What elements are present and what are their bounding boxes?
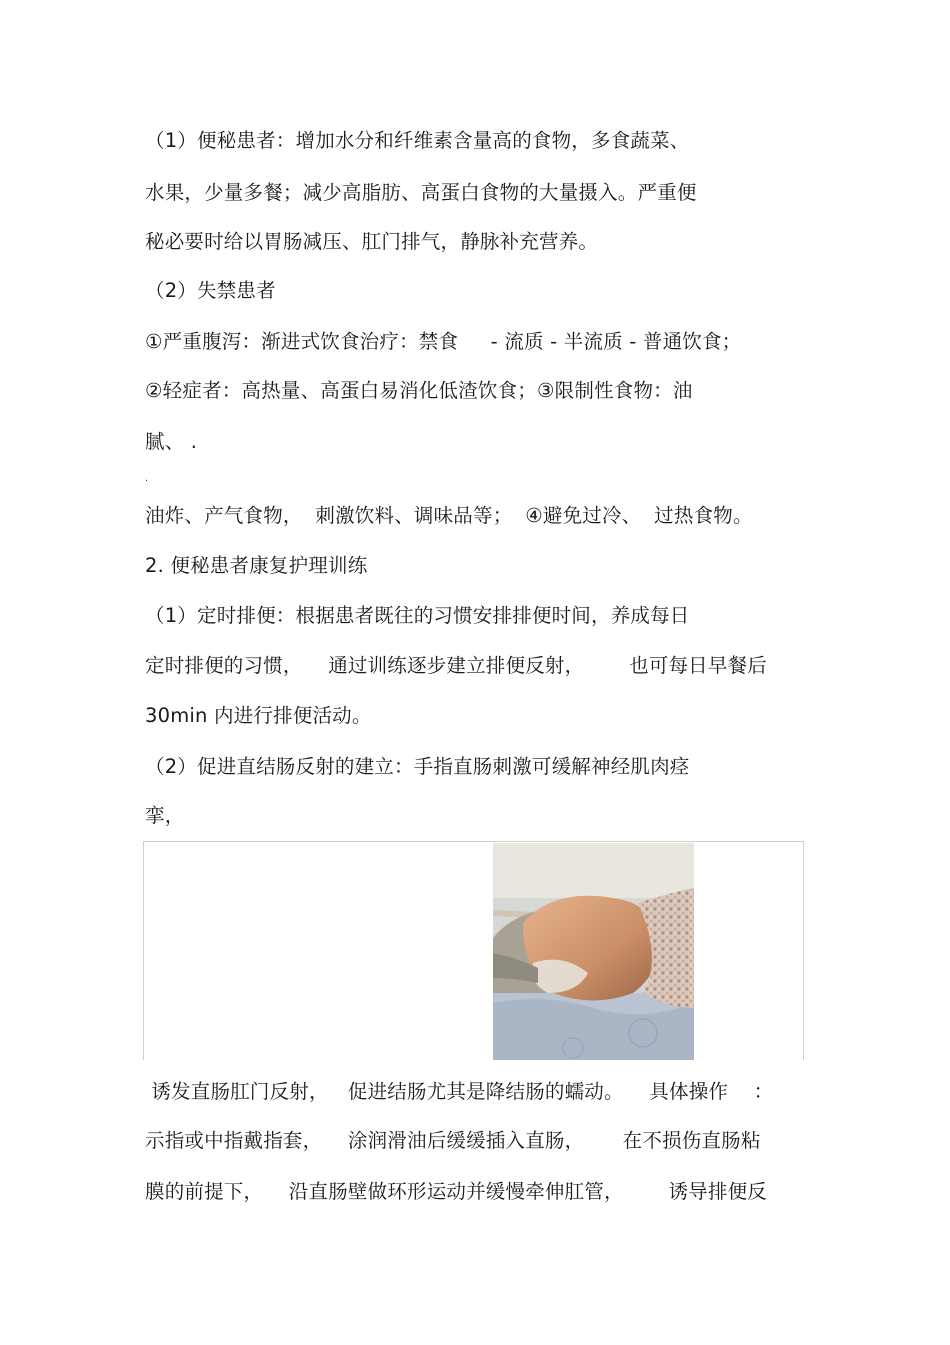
line-9: 2. 便秘患者康复护理训练: [145, 554, 368, 577]
line-7: 腻、 .: [145, 430, 198, 453]
figure-frame: [143, 841, 804, 1060]
line-17: 膜的前提下， 沿直肠壁做环形运动并缓慢牵伸肛管， 诱导排便反: [145, 1180, 767, 1203]
line-8: 油炸、产气食物， 刺激饮料、调味品等； ④避免过冷、 过热食物。: [145, 504, 753, 527]
line-3: 秘必要时给以胃肠减压、肛门排气，静脉补充营养。: [145, 230, 599, 253]
line-15: 诱发直肠肛门反射， 促进结肠尤其是降结肠的蠕动。 具体操作 ：: [145, 1080, 774, 1103]
line-12: 30min 内进行排便活动。: [145, 704, 372, 727]
line-10: （1）定时排便：根据患者既往的习惯安排排便时间，养成每日: [145, 604, 690, 627]
line-5: ①严重腹泻：渐进式饮食治疗：禁食 - 流质 - 半流质 - 普通饮食；: [145, 330, 742, 353]
stray-mark: .: [145, 473, 149, 484]
procedure-photo: [493, 843, 694, 1060]
line-14: 挛，: [145, 804, 185, 827]
line-2: 水果，少量多餐；减少高脂肪、高蛋白食物的大量摄入。严重便: [145, 181, 697, 204]
line-1: （1）便秘患者：增加水分和纤维素含量高的食物，多食蔬菜、: [145, 129, 690, 152]
line-6: ②轻症者：高热量、高蛋白易消化低渣饮食；③限制性食物：油: [145, 379, 693, 402]
line-11: 定时排便的习惯， 通过训练逐步建立排便反射， 也可每日早餐后: [145, 654, 767, 677]
line-16: 示指或中指戴指套， 涂润滑油后缓缓插入直肠， 在不损伤直肠粘: [145, 1129, 761, 1152]
line-13: （2）促进直结肠反射的建立：手指直肠刺激可缓解神经肌肉痉: [145, 755, 690, 778]
line-4: （2）失禁患者: [145, 279, 276, 302]
